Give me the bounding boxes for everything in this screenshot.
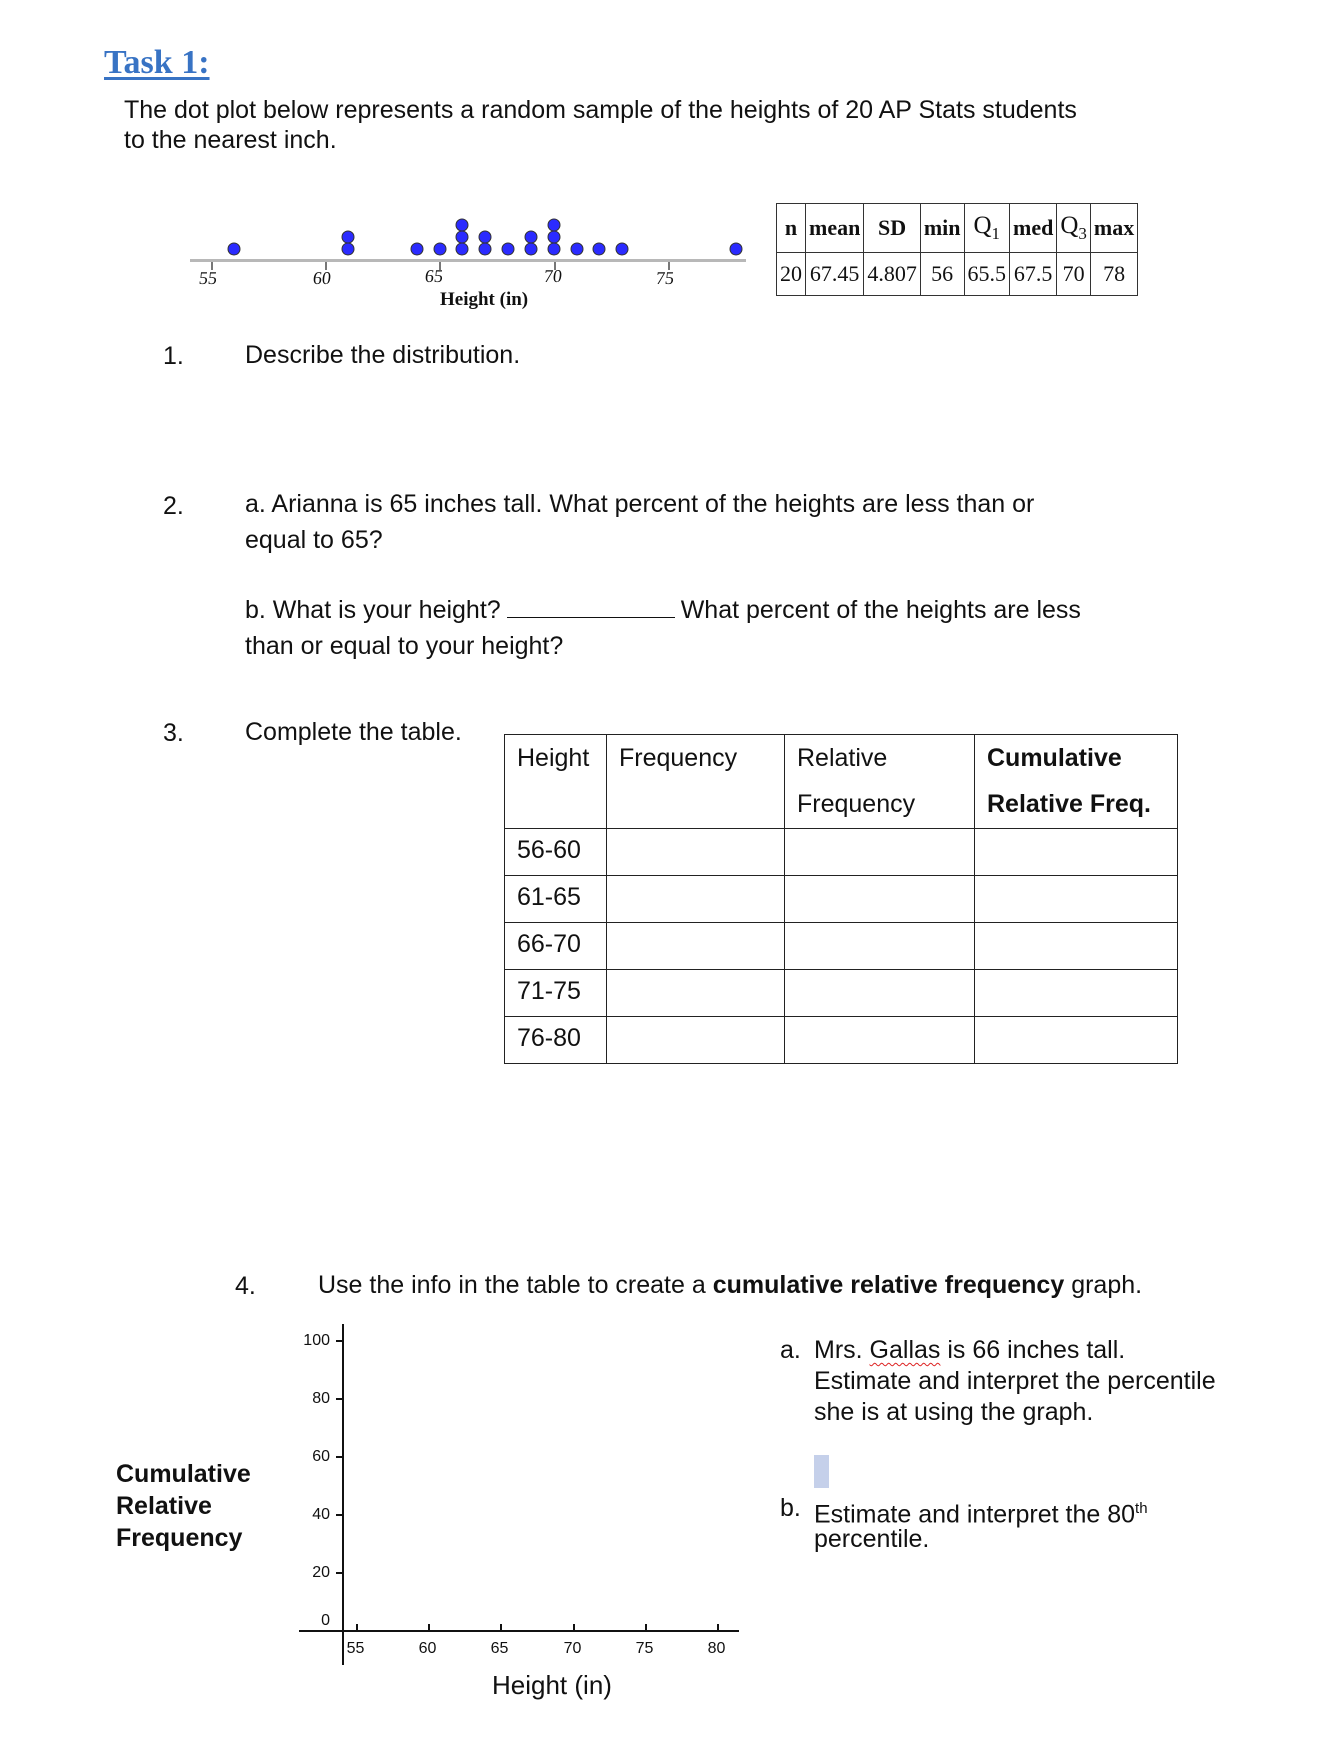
data-dot — [456, 219, 469, 232]
stats-value-med: 67.5 — [1010, 253, 1057, 296]
table-row — [505, 876, 1178, 923]
y-tick — [336, 1340, 342, 1342]
table-row — [505, 923, 1178, 970]
frequency-cell[interactable] — [607, 876, 785, 923]
table-row — [505, 829, 1178, 876]
task-title: Task 1: — [104, 44, 210, 81]
spellcheck-name: Gallas — [869, 1336, 941, 1364]
y-title-line-3: Frequency — [116, 1524, 243, 1552]
data-dot — [456, 243, 469, 256]
relative-frequency-cell[interactable] — [785, 970, 975, 1017]
y-tick-label: 100 — [303, 1332, 330, 1349]
data-dot — [548, 231, 561, 244]
y-tick-label: 40 — [312, 1506, 330, 1523]
question-4-number: 4. — [235, 1272, 256, 1300]
data-dot — [434, 243, 447, 256]
table-row — [505, 970, 1178, 1017]
x-tick — [500, 1624, 502, 1631]
height-range: 66-70 — [505, 923, 607, 970]
graph-y-axis-title — [116, 1458, 251, 1554]
graph-x-axis-title: Height (in) — [492, 1670, 612, 1700]
stats-header-sd: SD — [864, 204, 921, 253]
stats-header-n: n — [777, 204, 806, 253]
data-dot — [502, 243, 515, 256]
header-relative-line-1: Relative — [797, 744, 888, 772]
data-dot — [548, 219, 561, 232]
y-tick — [336, 1398, 342, 1400]
question-2b-prompt-cont: What percent of the heights are less — [680, 596, 1081, 624]
data-dot — [342, 243, 355, 256]
header-relative-line-2: Frequency — [797, 790, 916, 818]
y-title-line-1: Cumulative — [116, 1460, 251, 1488]
y-tick — [336, 1456, 342, 1458]
relative-frequency-cell[interactable] — [785, 829, 975, 876]
dot-plot-tick-label: 60 — [312, 268, 333, 288]
question-2a-line-2: equal to 65? — [245, 526, 383, 554]
dot-plot-tick-label: 75 — [655, 268, 676, 288]
y-tick-label: 60 — [312, 1448, 330, 1465]
frequency-table-header — [505, 735, 1178, 829]
graph-y-axis — [342, 1324, 344, 1665]
data-dot — [342, 231, 355, 244]
question-3-text: Complete the table. — [245, 718, 462, 746]
stats-value-q1: 65.5 — [964, 253, 1010, 296]
intro-line-2: to the nearest inch. — [124, 126, 337, 154]
question-4-text — [318, 1268, 1142, 1303]
height-answer-blank[interactable] — [507, 595, 675, 618]
stats-value-max: 78 — [1090, 253, 1137, 296]
question-2a-line-1: a. Arianna is 65 inches tall. What percent of the heights are less than or — [245, 490, 1035, 518]
data-dot — [228, 243, 241, 256]
x-tick — [428, 1624, 430, 1631]
stats-value-min: 56 — [920, 253, 964, 296]
y-tick-label: 20 — [312, 1564, 330, 1581]
question-2b-line-2: than or equal to your height? — [245, 632, 564, 660]
x-tick — [356, 1624, 358, 1631]
relative-frequency-cell[interactable] — [785, 1017, 975, 1064]
part-a-line-3: she is at using the graph. — [814, 1398, 1094, 1426]
data-dot — [479, 231, 492, 244]
table-row — [505, 1017, 1178, 1064]
question-4-text-bold: cumulative relative frequency — [712, 1271, 1065, 1299]
stats-header-mean: mean — [806, 204, 864, 253]
dot-plot-x-label: Height (in) — [440, 289, 529, 310]
data-dot — [730, 243, 743, 256]
x-tick-label: 55 — [346, 1640, 365, 1657]
x-tick-label: 60 — [418, 1640, 437, 1657]
x-tick-label: 75 — [635, 1640, 654, 1657]
data-dot — [571, 243, 584, 256]
height-range: 71-75 — [505, 970, 607, 1017]
stats-value-n: 20 — [777, 253, 806, 296]
header-cumulative-line-1: Cumulative — [987, 744, 1122, 772]
height-range: 61-65 — [505, 876, 607, 923]
cumulative-frequency-cell[interactable] — [975, 876, 1178, 923]
intro-line-1: The dot plot below represents a random sample of the heights of 20 AP Stats students — [124, 96, 1077, 124]
question-2-number: 2. — [163, 492, 184, 520]
frequency-cell[interactable] — [607, 970, 785, 1017]
question-2b-line-1 — [245, 593, 1081, 628]
part-a-line-1-pre: Mrs. — [814, 1336, 870, 1364]
text-cursor-selection[interactable] — [814, 1455, 829, 1488]
dot-plot-tick-label: 65 — [424, 266, 445, 286]
dot-plot-tick-label: 70 — [543, 266, 564, 286]
data-dot — [593, 243, 606, 256]
frequency-cell[interactable] — [607, 829, 785, 876]
data-dot — [616, 243, 629, 256]
question-4-text-end: graph. — [1064, 1271, 1143, 1299]
data-dot — [479, 243, 492, 256]
frequency-cell[interactable] — [607, 1017, 785, 1064]
cumulative-frequency-cell[interactable] — [975, 829, 1178, 876]
header-relative-frequency — [785, 735, 975, 829]
frequency-table — [504, 734, 1178, 1064]
question-1-number: 1. — [163, 342, 184, 370]
question-3-number: 3. — [163, 719, 184, 747]
question-1-text: Describe the distribution. — [245, 341, 521, 369]
part-b-prefix: b. — [780, 1494, 801, 1522]
y-tick-label: 80 — [312, 1390, 330, 1407]
cumulative-frequency-cell[interactable] — [975, 1017, 1178, 1064]
part-a-line-1-post: is 66 inches tall. — [940, 1336, 1126, 1364]
frequency-cell[interactable] — [607, 923, 785, 970]
stats-header-q3: $Q_3$ — [1057, 204, 1091, 253]
stats-value-sd: 4.807 — [864, 253, 921, 296]
stats-header-q1: $Q_1$ — [964, 204, 1010, 253]
y-tick — [336, 1572, 342, 1574]
part-a-line-2: Estimate and interpret the percentile — [814, 1367, 1216, 1395]
y-tick-label: 0 — [321, 1612, 330, 1629]
data-dot — [411, 243, 424, 256]
graph-x-axis — [299, 1630, 739, 1632]
stats-header-max: max — [1090, 204, 1137, 253]
data-dot — [525, 231, 538, 244]
x-tick-label: 80 — [707, 1640, 726, 1657]
data-dot — [456, 231, 469, 244]
stats-header-med: med — [1010, 204, 1057, 253]
y-title-line-2: Relative — [116, 1492, 212, 1520]
part-a-prefix: a. — [780, 1336, 801, 1364]
x-tick-label: 65 — [490, 1640, 509, 1657]
stats-header-min: min — [920, 204, 964, 253]
dot-plot-axis — [190, 259, 746, 262]
cumulative-frequency-cell[interactable] — [975, 923, 1178, 970]
height-range: 76-80 — [505, 1017, 607, 1064]
question-2b-prompt: b. What is your height? — [245, 596, 501, 624]
relative-frequency-cell[interactable] — [785, 923, 975, 970]
header-cumulative-relative-freq — [975, 735, 1178, 829]
header-frequency: Frequency — [607, 735, 785, 829]
stats-value-q3: 70 — [1057, 253, 1091, 296]
part-b-line-2: percentile. — [814, 1525, 930, 1553]
stats-header-row — [777, 204, 1138, 253]
summary-stats-table — [776, 203, 1138, 296]
header-height: Height — [505, 735, 607, 829]
x-tick-label: 70 — [563, 1640, 582, 1657]
part-b-line-1-text: Estimate and interpret the 80 — [814, 1500, 1136, 1529]
y-tick — [336, 1514, 342, 1516]
cumulative-frequency-cell[interactable] — [975, 970, 1178, 1017]
header-cumulative-line-2: Relative Freq. — [987, 790, 1151, 818]
data-dot — [548, 243, 561, 256]
dot-plot-tick-label: 55 — [198, 268, 219, 288]
x-tick — [645, 1624, 647, 1631]
data-dot — [525, 243, 538, 256]
stats-value-mean: 67.45 — [806, 253, 864, 296]
x-tick — [573, 1624, 575, 1631]
stats-value-row — [777, 253, 1138, 296]
x-tick — [717, 1624, 719, 1631]
height-range: 56-60 — [505, 829, 607, 876]
part-a-line-1 — [814, 1335, 1125, 1366]
question-4-text-plain: Use the info in the table to create a — [318, 1271, 713, 1299]
relative-frequency-cell[interactable] — [785, 876, 975, 923]
part-b-superscript: th — [1135, 1500, 1148, 1517]
